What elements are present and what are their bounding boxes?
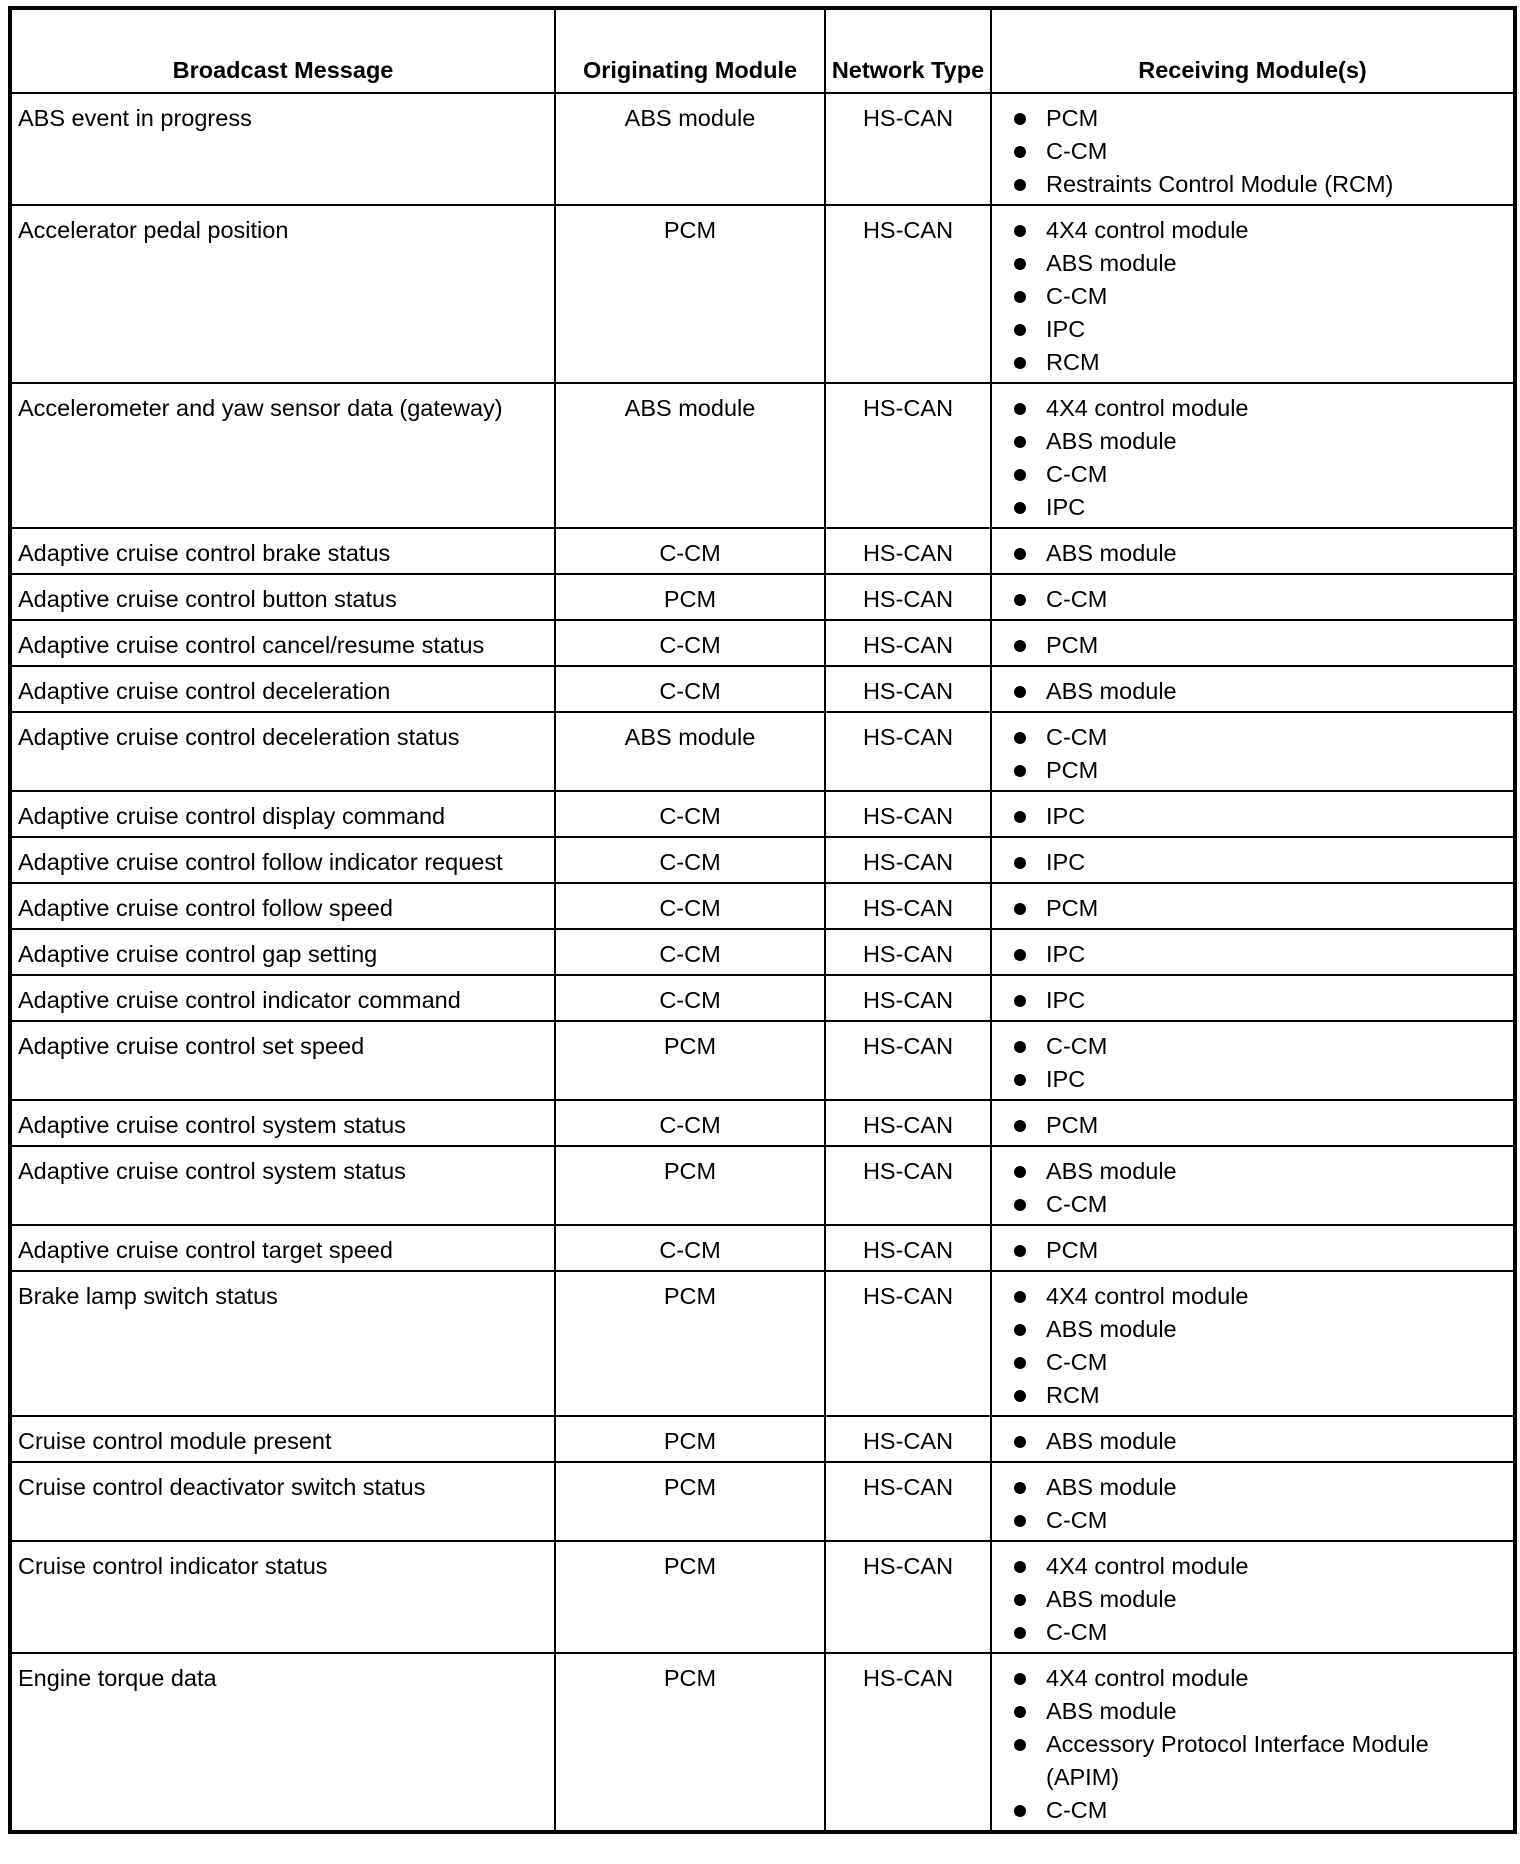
receiving-module-item: 4X4 control module: [1014, 1280, 1507, 1313]
broadcast-message-cell: Adaptive cruise control brake status: [10, 528, 555, 574]
table-row: [10, 883, 1515, 929]
table-row: [10, 1653, 1515, 1832]
receiving-modules-cell: [991, 1225, 1515, 1271]
table-header: [10, 8, 1515, 93]
broadcast-message-cell: Adaptive cruise control gap setting: [10, 929, 555, 975]
receiving-modules-list: [1014, 629, 1507, 662]
receiving-modules-cell: [991, 205, 1515, 383]
originating-module-cell: C-CM: [555, 620, 825, 666]
table-body: [10, 93, 1515, 1832]
receiving-modules-list: [1014, 214, 1507, 379]
broadcast-message-cell: Cruise control module present: [10, 1416, 555, 1462]
network-type-cell: HS-CAN: [825, 975, 991, 1021]
broadcast-message-cell: Adaptive cruise control cancel/resume status: [10, 620, 555, 666]
receiving-module-item: IPC: [1014, 313, 1507, 346]
receiving-modules-list: [1014, 1155, 1507, 1221]
receiving-modules-list: [1014, 1234, 1507, 1267]
receiving-modules-list: [1014, 537, 1507, 570]
network-type-cell: HS-CAN: [825, 1653, 991, 1832]
originating-module-cell: PCM: [555, 1653, 825, 1832]
receiving-module-item: ABS module: [1014, 1583, 1507, 1616]
originating-module-cell: PCM: [555, 1146, 825, 1225]
originating-module-cell: PCM: [555, 1271, 825, 1416]
receiving-module-item: IPC: [1014, 984, 1507, 1017]
table-row: [10, 205, 1515, 383]
receiving-modules-cell: [991, 1021, 1515, 1100]
originating-module-cell: C-CM: [555, 929, 825, 975]
receiving-modules-cell: [991, 883, 1515, 929]
broadcast-message-cell: Brake lamp switch status: [10, 1271, 555, 1416]
network-type-cell: HS-CAN: [825, 574, 991, 620]
broadcast-message-cell: Adaptive cruise control deceleration: [10, 666, 555, 712]
receiving-module-item: ABS module: [1014, 537, 1507, 570]
receiving-module-item: 4X4 control module: [1014, 1550, 1507, 1583]
broadcast-message-cell: Adaptive cruise control indicator command: [10, 975, 555, 1021]
receiving-module-item: ABS module: [1014, 1313, 1507, 1346]
receiving-module-item: IPC: [1014, 1063, 1507, 1096]
table-row: [10, 975, 1515, 1021]
table-row: [10, 1100, 1515, 1146]
table-row: [10, 620, 1515, 666]
network-type-cell: HS-CAN: [825, 1146, 991, 1225]
receiving-module-item: 4X4 control module: [1014, 1662, 1507, 1695]
receiving-module-item: ABS module: [1014, 247, 1507, 280]
receiving-module-item: RCM: [1014, 346, 1507, 379]
receiving-modules-cell: [991, 1416, 1515, 1462]
network-type-cell: HS-CAN: [825, 528, 991, 574]
receiving-module-item: PCM: [1014, 102, 1507, 135]
receiving-module-item: 4X4 control module: [1014, 214, 1507, 247]
originating-module-cell: PCM: [555, 1416, 825, 1462]
network-type-cell: HS-CAN: [825, 929, 991, 975]
receiving-module-item: C-CM: [1014, 1794, 1507, 1827]
table-row: [10, 1225, 1515, 1271]
receiving-modules-list: [1014, 984, 1507, 1017]
receiving-modules-cell: [991, 383, 1515, 528]
broadcast-message-cell: ABS event in progress: [10, 93, 555, 205]
network-type-cell: HS-CAN: [825, 1416, 991, 1462]
receiving-modules-cell: [991, 975, 1515, 1021]
network-type-cell: HS-CAN: [825, 666, 991, 712]
receiving-module-item: C-CM: [1014, 721, 1507, 754]
broadcast-message-cell: Adaptive cruise control target speed: [10, 1225, 555, 1271]
broadcast-message-cell: Cruise control indicator status: [10, 1541, 555, 1653]
receiving-modules-cell: [991, 837, 1515, 883]
originating-module-cell: C-CM: [555, 528, 825, 574]
receiving-modules-list: [1014, 1425, 1507, 1458]
receiving-modules-list: [1014, 1550, 1507, 1649]
receiving-modules-list: [1014, 102, 1507, 201]
receiving-module-item: IPC: [1014, 846, 1507, 879]
receiving-modules-list: [1014, 583, 1507, 616]
header-network-type: Network Type: [825, 8, 991, 93]
network-type-cell: HS-CAN: [825, 620, 991, 666]
receiving-modules-list: [1014, 1030, 1507, 1096]
receiving-module-item: ABS module: [1014, 1155, 1507, 1188]
receiving-module-item: C-CM: [1014, 1346, 1507, 1379]
receiving-modules-cell: [991, 1541, 1515, 1653]
originating-module-cell: PCM: [555, 1021, 825, 1100]
receiving-module-item: ABS module: [1014, 425, 1507, 458]
receiving-module-item: ABS module: [1014, 1425, 1507, 1458]
receiving-modules-cell: [991, 1271, 1515, 1416]
receiving-modules-cell: [991, 1100, 1515, 1146]
network-type-cell: HS-CAN: [825, 1541, 991, 1653]
receiving-module-item: PCM: [1014, 1109, 1507, 1142]
receiving-modules-cell: [991, 1146, 1515, 1225]
table-row: [10, 837, 1515, 883]
receiving-modules-cell: [991, 791, 1515, 837]
receiving-module-item: PCM: [1014, 892, 1507, 925]
receiving-module-item: C-CM: [1014, 1504, 1507, 1537]
table-row: [10, 1462, 1515, 1541]
receiving-modules-cell: [991, 1653, 1515, 1832]
receiving-module-item: Restraints Control Module (RCM): [1014, 168, 1507, 201]
receiving-module-item: IPC: [1014, 491, 1507, 524]
table-row: [10, 1541, 1515, 1653]
network-type-cell: HS-CAN: [825, 712, 991, 791]
table-row: [10, 528, 1515, 574]
broadcast-message-cell: Accelerometer and yaw sensor data (gateway): [10, 383, 555, 528]
table-row: [10, 1146, 1515, 1225]
network-type-cell: HS-CAN: [825, 1225, 991, 1271]
receiving-module-item: ABS module: [1014, 675, 1507, 708]
header-row: [10, 8, 1515, 93]
network-type-cell: HS-CAN: [825, 1462, 991, 1541]
originating-module-cell: C-CM: [555, 1100, 825, 1146]
header-receiving-modules: Receiving Module(s): [991, 8, 1515, 93]
table-row: [10, 712, 1515, 791]
broadcast-message-cell: Adaptive cruise control deceleration status: [10, 712, 555, 791]
receiving-modules-cell: [991, 574, 1515, 620]
table-row: [10, 666, 1515, 712]
receiving-modules-list: [1014, 1280, 1507, 1412]
table-row: [10, 1271, 1515, 1416]
originating-module-cell: C-CM: [555, 1225, 825, 1271]
receiving-module-item: IPC: [1014, 800, 1507, 833]
originating-module-cell: PCM: [555, 1462, 825, 1541]
receiving-modules-cell: [991, 620, 1515, 666]
receiving-module-item: RCM: [1014, 1379, 1507, 1412]
originating-module-cell: PCM: [555, 1541, 825, 1653]
broadcast-message-cell: Adaptive cruise control system status: [10, 1100, 555, 1146]
receiving-modules-list: [1014, 800, 1507, 833]
table-row: [10, 93, 1515, 205]
table-row: [10, 791, 1515, 837]
receiving-modules-cell: [991, 93, 1515, 205]
originating-module-cell: ABS module: [555, 712, 825, 791]
network-type-cell: HS-CAN: [825, 883, 991, 929]
network-type-cell: HS-CAN: [825, 93, 991, 205]
network-type-cell: HS-CAN: [825, 205, 991, 383]
receiving-module-item: PCM: [1014, 1234, 1507, 1267]
table-row: [10, 383, 1515, 528]
broadcast-message-cell: Adaptive cruise control system status: [10, 1146, 555, 1225]
network-type-cell: HS-CAN: [825, 1271, 991, 1416]
header-broadcast-message: Broadcast Message: [10, 8, 555, 93]
broadcast-message-cell: Adaptive cruise control follow indicator request: [10, 837, 555, 883]
broadcast-message-cell: Adaptive cruise control display command: [10, 791, 555, 837]
receiving-module-item: ABS module: [1014, 1471, 1507, 1504]
receiving-modules-list: [1014, 675, 1507, 708]
receiving-modules-list: [1014, 1662, 1507, 1827]
receiving-modules-list: [1014, 721, 1507, 787]
network-type-cell: HS-CAN: [825, 383, 991, 528]
receiving-modules-list: [1014, 1109, 1507, 1142]
broadcast-message-table: [8, 6, 1517, 1834]
network-type-cell: HS-CAN: [825, 1100, 991, 1146]
table-row: [10, 574, 1515, 620]
originating-module-cell: PCM: [555, 574, 825, 620]
receiving-module-item: 4X4 control module: [1014, 392, 1507, 425]
receiving-modules-cell: [991, 666, 1515, 712]
originating-module-cell: C-CM: [555, 883, 825, 929]
receiving-module-item: C-CM: [1014, 280, 1507, 313]
receiving-modules-cell: [991, 528, 1515, 574]
receiving-module-item: PCM: [1014, 754, 1507, 787]
network-type-cell: HS-CAN: [825, 1021, 991, 1100]
receiving-module-item: C-CM: [1014, 583, 1507, 616]
broadcast-message-cell: Adaptive cruise control set speed: [10, 1021, 555, 1100]
table-row: [10, 1416, 1515, 1462]
header-originating-module: Originating Module: [555, 8, 825, 93]
receiving-module-item: PCM: [1014, 629, 1507, 662]
originating-module-cell: C-CM: [555, 975, 825, 1021]
receiving-modules-cell: [991, 929, 1515, 975]
originating-module-cell: C-CM: [555, 837, 825, 883]
broadcast-message-cell: Cruise control deactivator switch status: [10, 1462, 555, 1541]
broadcast-message-cell: Accelerator pedal position: [10, 205, 555, 383]
network-type-cell: HS-CAN: [825, 837, 991, 883]
table-row: [10, 1021, 1515, 1100]
originating-module-cell: C-CM: [555, 666, 825, 712]
receiving-module-item: C-CM: [1014, 1188, 1507, 1221]
receiving-modules-list: [1014, 892, 1507, 925]
broadcast-message-cell: Adaptive cruise control follow speed: [10, 883, 555, 929]
receiving-modules-list: [1014, 392, 1507, 524]
receiving-module-item: IPC: [1014, 938, 1507, 971]
receiving-modules-list: [1014, 1471, 1507, 1537]
originating-module-cell: ABS module: [555, 383, 825, 528]
receiving-module-item: C-CM: [1014, 135, 1507, 168]
network-type-cell: HS-CAN: [825, 791, 991, 837]
receiving-module-item: C-CM: [1014, 1616, 1507, 1649]
originating-module-cell: C-CM: [555, 791, 825, 837]
originating-module-cell: ABS module: [555, 93, 825, 205]
receiving-module-item: ABS module: [1014, 1695, 1507, 1728]
receiving-module-item: C-CM: [1014, 1030, 1507, 1063]
receiving-modules-cell: [991, 1462, 1515, 1541]
broadcast-message-cell: Engine torque data: [10, 1653, 555, 1832]
receiving-modules-list: [1014, 846, 1507, 879]
broadcast-message-cell: Adaptive cruise control button status: [10, 574, 555, 620]
originating-module-cell: PCM: [555, 205, 825, 383]
receiving-module-item: Accessory Protocol Interface Module (APIM): [1014, 1728, 1507, 1794]
receiving-modules-list: [1014, 938, 1507, 971]
receiving-modules-cell: [991, 712, 1515, 791]
receiving-module-item: C-CM: [1014, 458, 1507, 491]
table-row: [10, 929, 1515, 975]
